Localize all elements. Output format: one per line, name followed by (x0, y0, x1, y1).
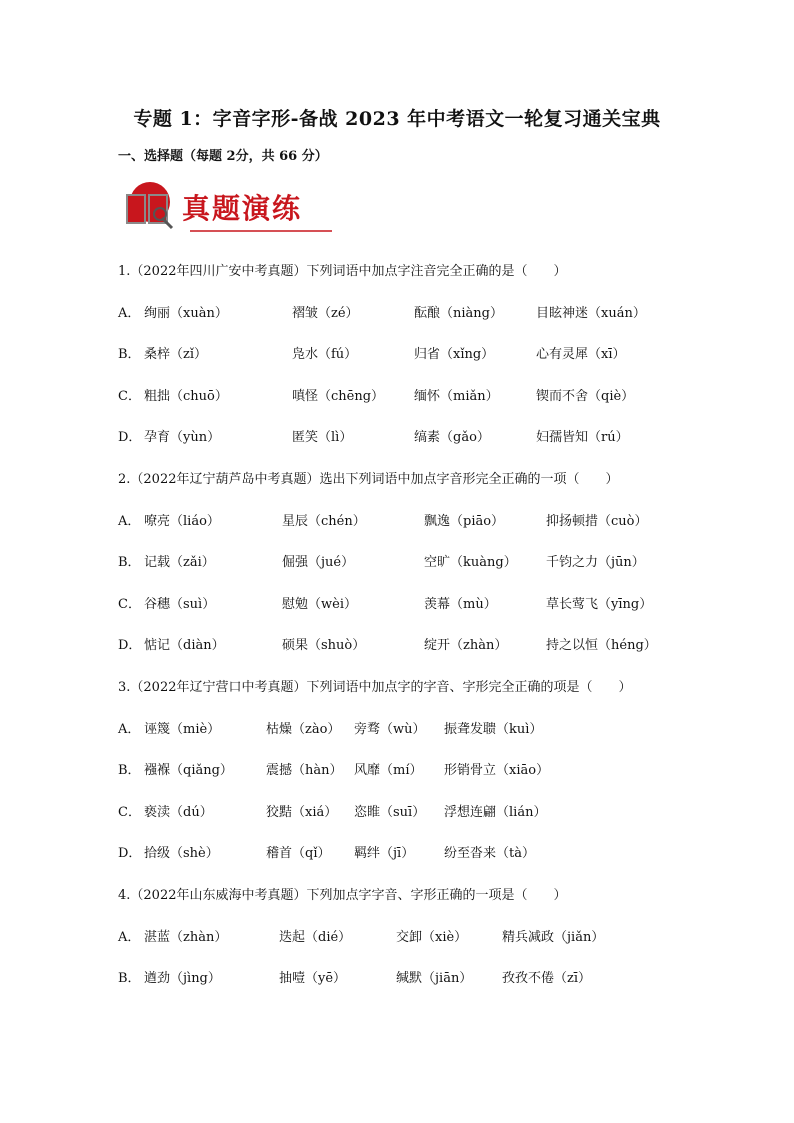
option-word: 慰勉（wèi） (282, 596, 357, 612)
option-word: 惦记（diàn） (144, 638, 225, 653)
option-letter: B． (118, 555, 141, 570)
option-row (118, 428, 678, 448)
option-word: 稽首（qǐ） (266, 846, 331, 861)
option-word: 风靡（mí） (354, 763, 423, 778)
option-letter: D． (118, 638, 142, 653)
option-row (118, 387, 678, 407)
option-word: 枯燥（zào） (266, 721, 341, 737)
option-word: 粗拙（chuō） (144, 388, 228, 404)
option-word: 狡黠（xiá） (266, 804, 338, 820)
question-stem: 2.（2022年辽宁葫芦岛中考真题）选出下列词语中加点字音形完全正确的一项（ ） (118, 472, 619, 487)
option-word: 飘逸（piāo） (424, 513, 505, 529)
option-word: 持之以恒（héng） (546, 638, 657, 653)
option-word: 记载（zǎi） (144, 555, 215, 570)
option-word: 心有灵犀（xī） (536, 347, 626, 362)
option-row (118, 636, 678, 656)
option-word: 匿笑（lì） (292, 430, 353, 445)
option-word: 孕育（yùn） (144, 430, 221, 445)
question-stem: 1.（2022年四川广安中考真题）下列词语中加点字注音完全正确的是（ ） (118, 264, 567, 279)
option-word: 妇孺皆知（rú） (536, 430, 629, 445)
option-word: 抽噎（yē） (279, 971, 347, 986)
option-word: 缟素（gǎo） (414, 430, 490, 445)
option-word: 绚丽（xuàn） (144, 305, 228, 321)
option-word: 孜孜不倦（zī） (502, 971, 592, 986)
option-word: 缅怀（miǎn） (414, 388, 499, 404)
option-letter: C． (118, 596, 141, 612)
option-word: 星辰（chén） (282, 513, 366, 529)
option-word: 凫水（fú） (292, 347, 358, 362)
option-word: 空旷（kuàng） (424, 555, 517, 570)
option-word: 亵渎（dú） (144, 804, 213, 820)
banner-zhenti-yanlian (122, 180, 337, 238)
option-letter: B． (118, 971, 141, 986)
option-letter: A． (118, 513, 141, 529)
question-stem: 3.（2022年辽宁营口中考真题）下列词语中加点字的字音、字形完全正确的项是（ ） (118, 680, 632, 695)
page-title: 专题 1：字音字形-备战 2023 年中考语文一轮复习通关宝典 (133, 108, 661, 130)
option-letter: C． (118, 804, 141, 820)
option-word: 羡幕（mù） (424, 596, 497, 612)
section-heading: 一、选择题（每题 2分，共 66 分） (118, 149, 328, 164)
option-word: 千钧之力（jūn） (546, 555, 645, 570)
option-word: 襁褓（qiǎng） (144, 763, 233, 778)
option-letter: D． (118, 430, 142, 445)
option-word: 震撼（hàn） (266, 763, 343, 778)
option-word: 嗔怪（chēng） (292, 388, 385, 404)
option-row (118, 553, 678, 573)
option-row (118, 304, 678, 324)
option-letter: C． (118, 388, 141, 404)
option-row (118, 595, 678, 615)
option-word: 倔强（jué） (282, 555, 355, 570)
book-magnifier-icon (126, 182, 172, 228)
option-row (118, 720, 678, 740)
option-row (118, 512, 678, 532)
option-word: 遒劲（jìng） (144, 971, 221, 986)
option-word: 交卸（xiè） (396, 929, 468, 945)
option-word: 抑扬顿措（cuò） (546, 513, 648, 529)
option-row (118, 345, 678, 365)
option-word: 谷穗（suì） (144, 596, 216, 612)
option-word: 旁骛（wù） (354, 721, 426, 737)
option-word: 桑梓（zǐ） (144, 347, 208, 362)
option-word: 目眩神迷（xuán） (536, 305, 646, 321)
banner-text: 真题演练 (182, 192, 303, 225)
option-row (118, 969, 678, 989)
option-word: 浮想连翩（lián） (444, 804, 547, 820)
option-word: 拾级（shè） (144, 846, 219, 861)
option-letter: D． (118, 846, 142, 861)
option-letter: A． (118, 929, 141, 945)
option-letter: B． (118, 763, 141, 778)
option-word: 嘹亮（liáo） (144, 513, 220, 529)
option-word: 诬篾（miè） (144, 721, 221, 737)
option-row (118, 803, 678, 823)
option-word: 精兵减政（jiǎn） (502, 929, 605, 945)
option-row (118, 928, 678, 948)
option-word: 缄默（jiān） (396, 971, 473, 986)
option-word: 绽开（zhàn） (424, 638, 508, 653)
option-word: 纷至沓来（tà） (444, 846, 535, 861)
option-word: 恣睢（suī） (354, 804, 426, 820)
option-word: 迭起（dié） (279, 929, 352, 945)
option-letter: A． (118, 721, 141, 737)
option-word: 羁绊（jī） (354, 846, 415, 861)
option-word: 褶皱（zé） (292, 305, 359, 321)
option-row (118, 761, 678, 781)
question-stem: 4.（2022年山东威海中考真题）下列加点字字音、字形正确的一项是（ ） (118, 888, 567, 903)
option-word: 锲而不舍（qiè） (536, 388, 635, 404)
option-word: 草长莺飞（yīng） (546, 596, 653, 612)
option-word: 归省（xǐng） (414, 347, 495, 362)
option-word: 振聋发聩（kuì） (444, 721, 543, 737)
option-letter: A． (118, 305, 141, 321)
option-word: 硕果（shuò） (282, 638, 366, 653)
option-word: 酝酿（niàng） (414, 305, 503, 321)
option-word: 湛蓝（zhàn） (144, 929, 228, 945)
option-word: 形销骨立（xiāo） (444, 763, 550, 778)
option-letter: B． (118, 347, 141, 362)
option-row (118, 844, 678, 864)
